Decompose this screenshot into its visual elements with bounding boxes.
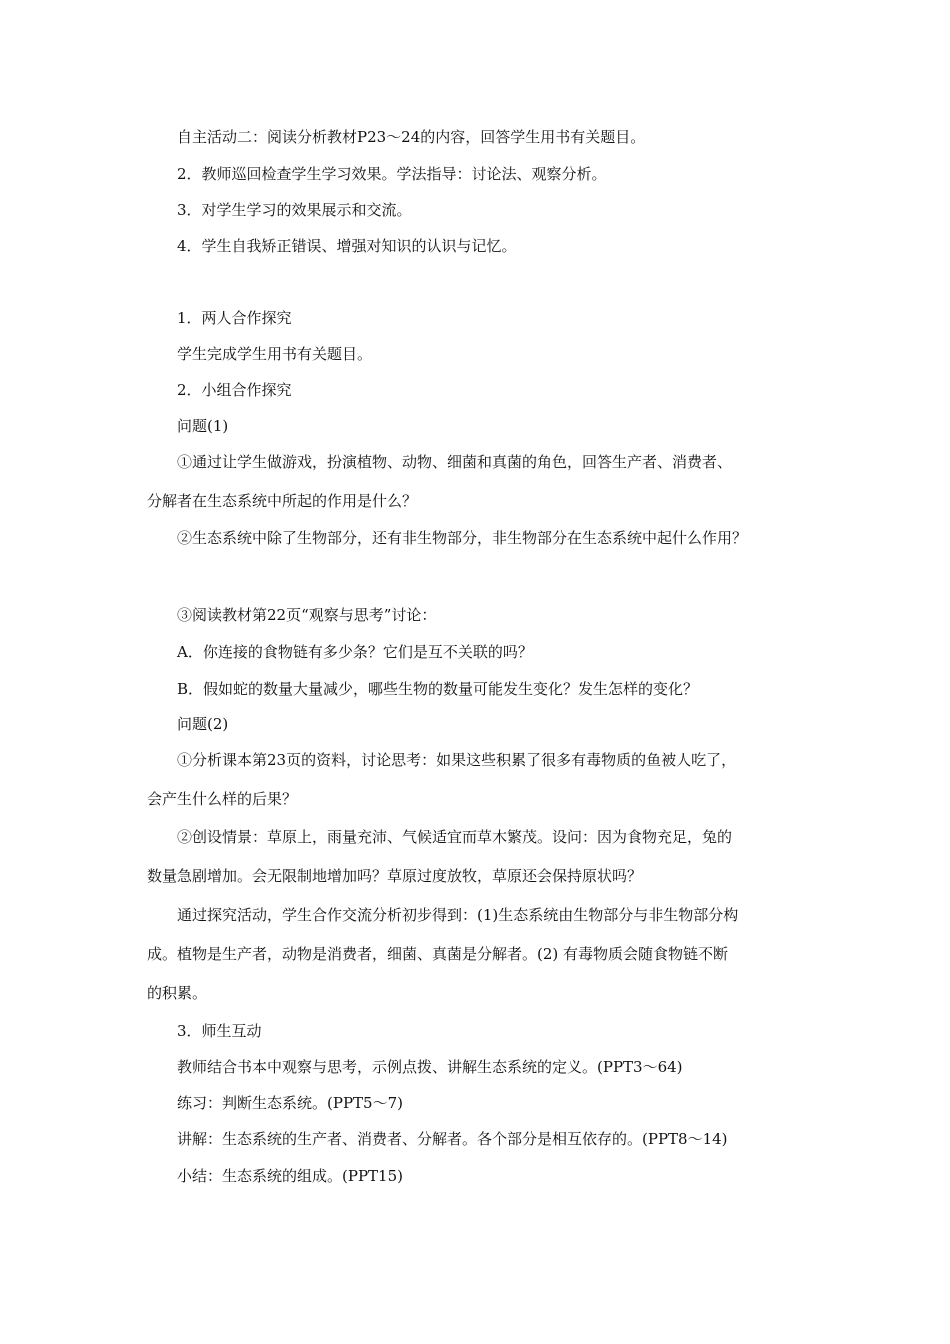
paragraph-summary-line2: 成。植物是生产者，动物是消费者，细菌、真菌是分解者。(2) 有毒物质会随食物链不断 [147,945,729,963]
heading-group-inquiry: 2．小组合作探究 [177,381,292,399]
paragraph-conclusion: 小结：生态系统的组成。(PPT15) [177,1167,403,1185]
heading-question-2: 问题(2) [177,715,229,733]
paragraph-summary-line3: 的积累。 [147,984,208,1002]
paragraph-pair-inquiry: 学生完成学生用书有关题目。 [177,345,373,363]
paragraph-summary-line1: 通过探究活动，学生合作交流分析初步得到：(1)生态系统由生物部分与非生物部分构 [177,906,739,924]
paragraph-q1-item3-b: B．假如蛇的数量大量减少，哪些生物的数量可能发生变化？发生怎样的变化？ [177,680,699,698]
paragraph-step-3: 3．对学生学习的效果展示和交流。 [177,201,412,219]
paragraph-q2-item2-line1: ②创设情景：草原上，雨量充沛、气候适宜而草木繁茂。设问：因为食物充足，兔的 [177,828,733,846]
paragraph-q2-item1-line2: 会产生什么样的后果？ [147,790,298,808]
paragraph-q2-item2-line2: 数量急剧增加。会无限制地增加吗？草原过度放牧，草原还会保持原状吗？ [147,867,643,885]
paragraph-step-2: 2．教师巡回检查学生学习效果。学法指导：讨论法、观察分析。 [177,165,607,183]
paragraph-q1-item2: ②生态系统中除了生物部分，还有非生物部分，非生物部分在生态系统中起什么作用？ [177,529,748,547]
paragraph-lecture: 讲解：生态系统的生产者、消费者、分解者。各个部分是相互依存的。(PPT8～14) [177,1130,728,1148]
heading-question-1: 问题(1) [177,417,229,435]
paragraph-exercise: 练习：判断生态系统。(PPT5～7) [177,1094,403,1112]
heading-teacher-student: 3．师生互动 [177,1022,262,1040]
paragraph-q1-item3-a: A．你连接的食物链有多少条？它们是互不关联的吗？ [177,643,533,661]
paragraph-activity-two: 自主活动二：阅读分析教材P23～24的内容，回答学生用书有关题目。 [177,128,646,146]
paragraph-q2-item1-line1: ①分析课本第23页的资料，讨论思考：如果这些积累了很多有毒物质的鱼被人吃了， [177,751,737,769]
paragraph-q1-item1-line2: 分解者在生态系统中所起的作用是什么？ [147,492,418,510]
paragraph-q1-item1-line1: ①通过让学生做游戏，扮演植物、动物、细菌和真菌的角色，回答生产者、消费者、 [177,453,733,471]
paragraph-teacher-explain: 教师结合书本中观察与思考，示例点拨、讲解生态系统的定义。(PPT3～64) [177,1058,683,1076]
paragraph-step-4: 4．学生自我矫正错误、增强对知识的认识与记忆。 [177,237,517,255]
heading-pair-inquiry: 1．两人合作探究 [177,309,292,327]
paragraph-q1-item3: ③阅读教材第22页“观察与思考”讨论： [177,606,437,624]
